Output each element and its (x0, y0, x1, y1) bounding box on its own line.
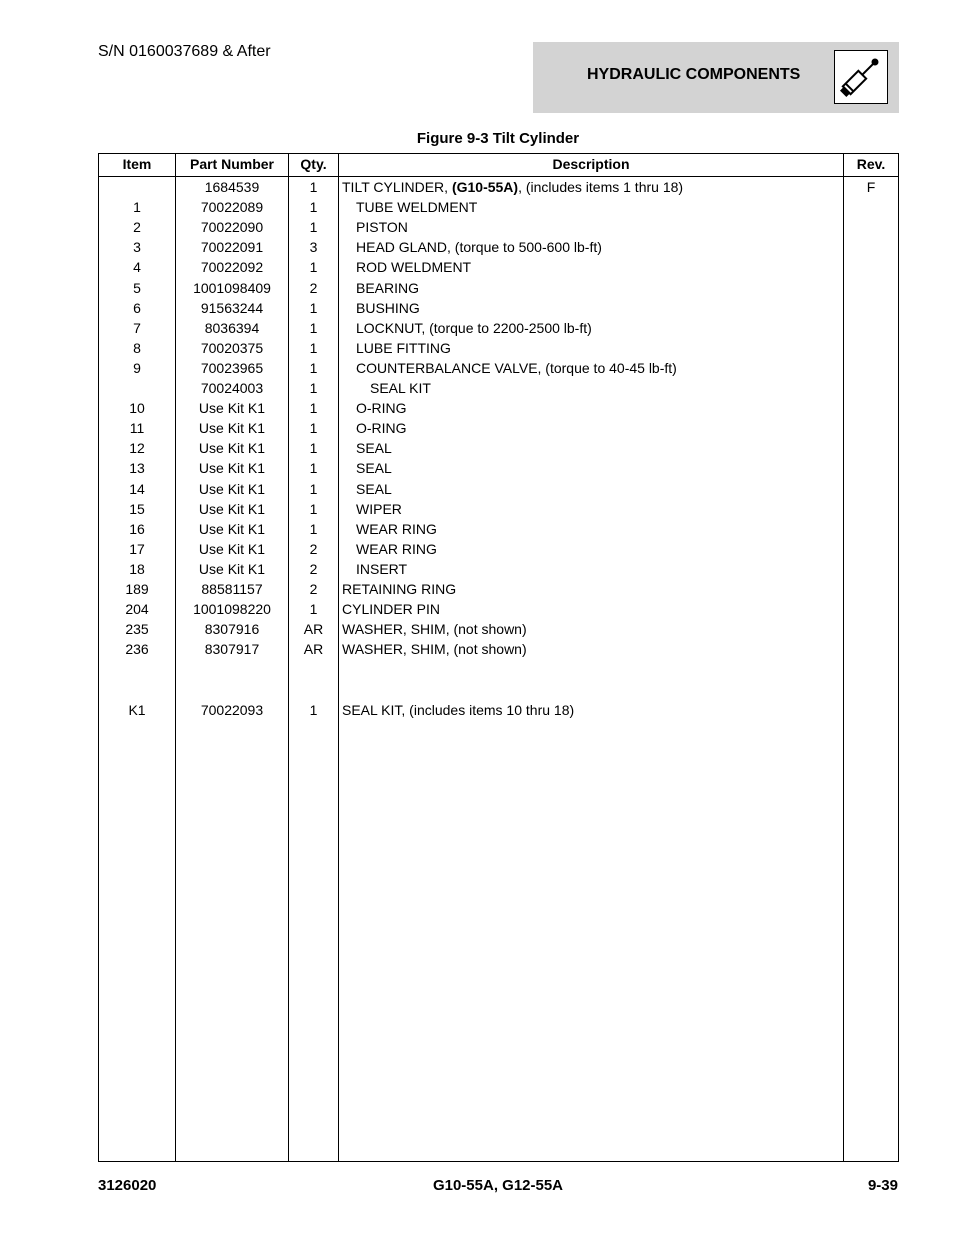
table-row (99, 659, 898, 679)
item-number: K1 (128, 701, 146, 718)
part-number: Use Kit K1 (198, 560, 266, 577)
quantity: 1 (309, 339, 318, 356)
description (356, 499, 402, 519)
quantity: 2 (309, 581, 318, 597)
part-number: Use Kit K1 (198, 460, 266, 477)
section-header (533, 42, 899, 113)
description-text: SEAL KIT (370, 380, 431, 396)
description-text: INSERT (356, 560, 408, 577)
item-number: 236 (125, 641, 149, 658)
description-text: COUNTERBALANCE VALVE, (torque to 40-45 lb-ft) (356, 359, 677, 376)
part-number: Use Kit K1 (198, 440, 266, 457)
table-row (99, 458, 898, 478)
item-number: 10 (129, 400, 145, 417)
quantity: 1 (309, 701, 318, 718)
quantity: 1 (309, 319, 318, 336)
description-text: WASHER, SHIM, (not shown) (342, 621, 527, 638)
table-row (99, 318, 898, 338)
column-header-description: Description (552, 156, 630, 172)
table-row (99, 700, 898, 720)
quantity: 1 (309, 520, 318, 537)
description-text: SEAL (356, 460, 392, 477)
table-row (99, 257, 898, 277)
item-number: 1 (133, 199, 141, 216)
table-row (99, 519, 898, 539)
part-number: 8307917 (204, 641, 260, 658)
part-number: Use Kit K1 (198, 420, 266, 437)
description (356, 438, 392, 458)
description (356, 318, 592, 338)
description-text: HEAD GLAND, (torque to 500-600 lb-ft) (356, 239, 602, 256)
document-number: 3126020 (98, 1177, 157, 1194)
description (356, 338, 451, 358)
column-header-rev: Rev. (856, 156, 886, 172)
item-number: 204 (125, 601, 149, 618)
description (356, 278, 419, 298)
column-header-part-number: Part Number (189, 156, 275, 172)
item-number: 7 (133, 319, 141, 336)
description (356, 358, 677, 378)
description (342, 579, 456, 599)
description-text: CYLINDER PIN (342, 601, 441, 618)
parts-table (98, 153, 899, 1162)
table-row (99, 619, 898, 639)
quantity: 1 (309, 359, 318, 376)
quantity: AR (303, 641, 324, 658)
description (356, 398, 407, 418)
part-number: 70022091 (200, 239, 264, 256)
table-row (99, 298, 898, 318)
part-number: 70024003 (200, 380, 264, 396)
quantity: 1 (309, 440, 318, 457)
description-text: LUBE FITTING (356, 339, 451, 356)
description (356, 257, 471, 277)
quantity: 1 (309, 299, 318, 316)
item-number: 11 (129, 420, 145, 437)
part-number: 91563244 (200, 299, 264, 316)
page-number: 9-39 (867, 1177, 898, 1194)
description (356, 479, 392, 499)
description (356, 458, 392, 478)
description-text: BUSHING (356, 299, 420, 316)
item-number: 16 (129, 520, 145, 537)
quantity: 1 (309, 460, 318, 477)
description-text: TUBE WELDMENT (356, 199, 478, 216)
quantity: 1 (309, 400, 318, 417)
quantity: 3 (309, 239, 318, 256)
description (356, 418, 407, 438)
part-number: Use Kit K1 (198, 480, 266, 497)
item-number: 9 (133, 359, 141, 376)
item-number: 15 (129, 500, 145, 517)
part-number: 88581157 (201, 581, 263, 597)
part-number: Use Kit K1 (198, 400, 266, 417)
description (356, 197, 477, 217)
quantity: AR (303, 621, 324, 638)
description-text: WEAR RING (356, 520, 437, 537)
description-text: ROD WELDMENT (356, 259, 472, 276)
table-row (99, 499, 898, 519)
description-text: WIPER (356, 500, 402, 517)
quantity: 1 (309, 199, 318, 216)
figure-title: Figure 9-3 Tilt Cylinder (416, 130, 580, 147)
quantity: 2 (309, 540, 318, 557)
description (356, 559, 407, 579)
table-row (99, 338, 898, 358)
table-row (99, 177, 898, 197)
part-number: Use Kit K1 (198, 520, 266, 537)
part-number: 70020375 (200, 339, 264, 356)
item-number: 2 (133, 219, 141, 236)
description-text: TILT CYLINDER, (342, 179, 452, 195)
part-number: 70022092 (200, 259, 264, 276)
revision: F (866, 179, 876, 195)
description-text: SEAL (356, 440, 392, 457)
description-text: SEAL KIT, (includes items 10 thru 18) (342, 701, 575, 718)
description-text: SEAL (356, 480, 392, 497)
quantity: 1 (309, 500, 318, 517)
description-text: BEARING (356, 279, 420, 296)
table-row (99, 479, 898, 499)
description (342, 700, 574, 720)
quantity: 1 (309, 380, 318, 396)
description-model: (G10-55A) (451, 179, 519, 195)
table-row (99, 358, 898, 378)
item-number: 5 (133, 279, 141, 296)
table-row (99, 418, 898, 438)
quantity: 1 (309, 219, 318, 236)
quantity: 1 (309, 420, 318, 437)
part-number: 1001098409 (193, 279, 271, 296)
item-number: 6 (133, 299, 141, 316)
table-row (99, 559, 898, 579)
description-text: PISTON (356, 219, 408, 236)
table-row (99, 599, 898, 619)
part-number: 8036394 (204, 319, 260, 336)
item-number: 8 (133, 339, 141, 356)
item-number: 14 (129, 480, 145, 497)
item-number: 12 (129, 440, 145, 457)
description (342, 639, 527, 659)
description (356, 298, 420, 318)
part-number: Use Kit K1 (198, 540, 266, 557)
description-suffix: , (includes items 1 thru 18) (518, 179, 684, 195)
quantity: 1 (309, 259, 318, 276)
part-number: 1001098220 (193, 601, 271, 618)
description (342, 177, 683, 197)
quantity: 2 (309, 560, 318, 577)
item-number: 13 (129, 460, 145, 477)
item-number: 3 (133, 239, 141, 256)
description (370, 378, 431, 398)
model-numbers: G10-55A, G12-55A (432, 1177, 564, 1194)
description-text: O-RING (356, 420, 407, 437)
table-row (99, 217, 898, 237)
section-title: HYDRAULIC COMPONENTS (587, 66, 801, 83)
part-number: 8307916 (204, 621, 260, 638)
column-header-item: Item (122, 156, 152, 172)
table-row (99, 639, 898, 659)
description-text: RETAINING RING (342, 581, 457, 597)
quantity: 1 (309, 480, 318, 497)
column-header-qty: Qty. (300, 156, 327, 172)
item-number: 235 (125, 621, 149, 638)
description (356, 539, 437, 559)
table-row (99, 579, 898, 599)
quantity: 1 (309, 601, 318, 618)
quantity: 2 (309, 279, 318, 296)
part-number: 70022093 (200, 701, 264, 718)
part-number: Use Kit K1 (198, 500, 266, 517)
description (342, 619, 527, 639)
description (356, 217, 408, 237)
table-row (99, 378, 898, 398)
table-row (99, 278, 898, 298)
part-number: 70023965 (200, 359, 264, 376)
hydraulic-cylinder-icon (834, 50, 888, 104)
description-text: WASHER, SHIM, (not shown) (342, 641, 527, 658)
table-row (99, 539, 898, 559)
part-number: 70022090 (200, 219, 264, 236)
part-number: 1684539 (204, 179, 260, 195)
description (342, 599, 440, 619)
table-row (99, 398, 898, 418)
item-number: 17 (129, 540, 145, 557)
description (356, 237, 602, 257)
table-row (99, 197, 898, 217)
item-number: 18 (129, 560, 145, 577)
item-number: 4 (133, 259, 141, 276)
description-text: O-RING (356, 400, 407, 417)
part-number: 70022089 (200, 199, 264, 216)
description (356, 519, 437, 539)
quantity: 1 (309, 179, 318, 195)
description-text: WEAR RING (356, 540, 437, 557)
item-number: 189 (125, 581, 149, 597)
table-row (99, 237, 898, 257)
table-row (99, 680, 898, 700)
table-row (99, 438, 898, 458)
description-text: LOCKNUT, (torque to 2200-2500 lb-ft) (356, 319, 592, 336)
serial-number-range: S/N 0160037689 & After (98, 43, 271, 60)
